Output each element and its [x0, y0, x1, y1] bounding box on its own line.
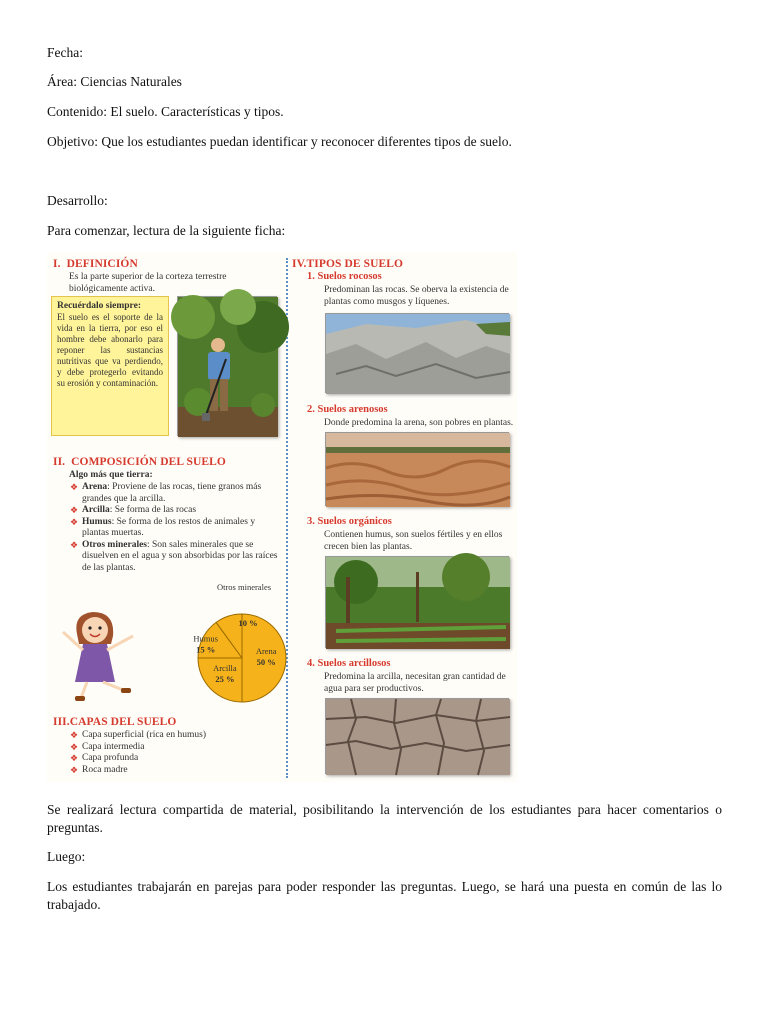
pie-label: Arena	[255, 646, 277, 656]
pie-value-label: 10 %	[238, 618, 258, 628]
parejas-paragraph: Los estudiantes trabajarán en parejas para poder responder las preguntas. Luego, se hará una puesta en común de las lo trabajado.	[47, 879, 722, 912]
capas-item	[69, 730, 269, 742]
tipos-title: TIPOS DE SUELO	[306, 258, 404, 270]
capas-number: III.	[53, 716, 70, 728]
girl-illustration	[53, 604, 145, 704]
tipo-rocosos-text: Predominan las rocas. Se oberva la existencia de plantas como musgos y líquenes.	[324, 285, 509, 307]
item-text: : Se forma de las rocas	[109, 505, 197, 515]
capas-item-text: Capa intermedia	[82, 741, 145, 752]
tipo-organicos-text: Contienen humus, son suelos fértiles y en ellos crecen bien las plantas.	[324, 530, 503, 552]
composition-pie-chart	[147, 582, 297, 708]
capas-item	[69, 765, 269, 777]
composicion-title: COMPOSICIÓN DEL SUELO	[71, 456, 226, 468]
composicion-item	[69, 517, 279, 540]
tipo-name: Suelos arcillosos	[317, 658, 391, 669]
composicion-number: II.	[53, 456, 66, 468]
item-text: : Son sales minerales que se disuelven en el agua y son absorbidas por las raíces de las plantas.	[82, 539, 278, 573]
tipo-arenosos-heading	[307, 404, 388, 415]
remember-box	[51, 296, 169, 436]
capas-item-text: Capa superficial (rica en humus)	[82, 730, 206, 740]
sandy-soil-photo	[325, 432, 509, 506]
tipo-number: 3.	[307, 516, 315, 527]
item-term: Otros minerales	[82, 539, 147, 550]
bullet-icon: ❖	[70, 741, 79, 752]
tipo-name: Suelos orgánicos	[317, 516, 392, 527]
capas-item-text: Capa profunda	[82, 753, 139, 763]
capas-item	[69, 742, 269, 754]
definicion-title: DEFINICIÓN	[66, 258, 138, 270]
composicion-item	[69, 505, 279, 517]
tipo-number: 2.	[307, 404, 315, 415]
tipos-heading	[292, 258, 403, 270]
pie-value-label: 50 %	[256, 657, 276, 667]
item-term: Arcilla	[82, 505, 110, 515]
desarrollo-line: Desarrollo:	[47, 193, 108, 208]
bullet-icon: ❖	[70, 764, 79, 775]
luego-line: Luego:	[47, 849, 86, 864]
pie-label: Arcilla	[213, 663, 237, 674]
remember-title: Recuérdalo siempre:	[57, 301, 141, 311]
tipo-name: Suelos rocosos	[317, 271, 382, 282]
organic-soil-photo	[325, 556, 509, 648]
fecha-line: Fecha:	[47, 45, 83, 60]
pie-label: Humus	[193, 633, 218, 644]
bullet-icon: ❖	[70, 516, 79, 527]
remember-text: El suelo es el soporte de la vida en la tierra, por eso el hombre debe abonarlo para reponer las sustancias nutritivas que va perdiendo, y debe protegerlo evitando su erosión y contaminación.	[57, 312, 163, 388]
composicion-list	[69, 482, 279, 574]
tipo-arenosos-text: Donde predomina la arena, son pobres en plantas.	[324, 418, 514, 428]
pie-label: Otros minerales	[216, 582, 272, 592]
capas-title: CAPAS DEL SUELO	[69, 716, 177, 728]
clay-soil-photo	[325, 698, 509, 774]
capas-item-text: Roca madre	[82, 764, 128, 775]
tipo-organicos-heading	[307, 516, 392, 527]
tipo-name: Suelos arenosos	[317, 404, 388, 415]
bullet-icon: ❖	[70, 730, 79, 740]
rocky-soil-photo	[325, 313, 509, 393]
bullet-icon: ❖	[70, 505, 79, 515]
definicion-number: I.	[53, 258, 61, 270]
pie-value-label: 15 %	[196, 644, 216, 655]
capas-heading	[53, 716, 176, 728]
composicion-item	[69, 540, 279, 575]
capas-list	[69, 730, 269, 776]
pie-value-label: 25 %	[215, 674, 235, 685]
tipo-number: 4.	[307, 658, 315, 669]
comenzar-line: Para comenzar, lectura de la siguiente ficha:	[47, 223, 286, 238]
definicion-heading	[53, 258, 138, 270]
item-text: : Se forma de los restos de animales y plantas muertas.	[82, 516, 256, 538]
bullet-icon: ❖	[70, 539, 79, 550]
tipo-rocosos-heading	[307, 271, 382, 282]
tipo-number: 1.	[307, 271, 315, 282]
composicion-intro: Algo más que tierra:	[69, 470, 153, 480]
worksheet	[47, 252, 517, 782]
composicion-item	[69, 482, 279, 505]
objetivo-line: Objetivo: Que los estudiantes puedan identificar y reconocer diferentes tipos de suelo.	[47, 134, 512, 149]
tipo-arcillosos-text: Predomina la arcilla, necesitan gran cantidad de agua para ser productivos.	[324, 672, 506, 694]
bullet-icon: ❖	[70, 753, 79, 763]
farmer-photo	[177, 296, 277, 436]
tipos-number: IV.	[292, 258, 307, 270]
composicion-heading	[53, 456, 226, 468]
tipo-arcillosos-heading	[307, 658, 391, 669]
item-term: Humus	[82, 516, 112, 527]
capas-item	[69, 753, 269, 765]
lectura-paragraph: Se realizará lectura compartida de material, posibilitando la intervención de los estudiantes para hacer comentarios o preguntas.	[47, 802, 722, 835]
item-text: : Proviene de las rocas, tiene granos más grandes que la arcilla.	[82, 482, 262, 504]
contenido-line: Contenido: El suelo. Características y tipos.	[47, 104, 284, 119]
item-term: Arena	[82, 482, 108, 492]
definicion-text: Es la parte superior de la corteza terrestre biológicamente activa.	[69, 272, 227, 294]
area-line: Área: Ciencias Naturales	[47, 74, 182, 89]
bullet-icon: ❖	[70, 482, 79, 492]
